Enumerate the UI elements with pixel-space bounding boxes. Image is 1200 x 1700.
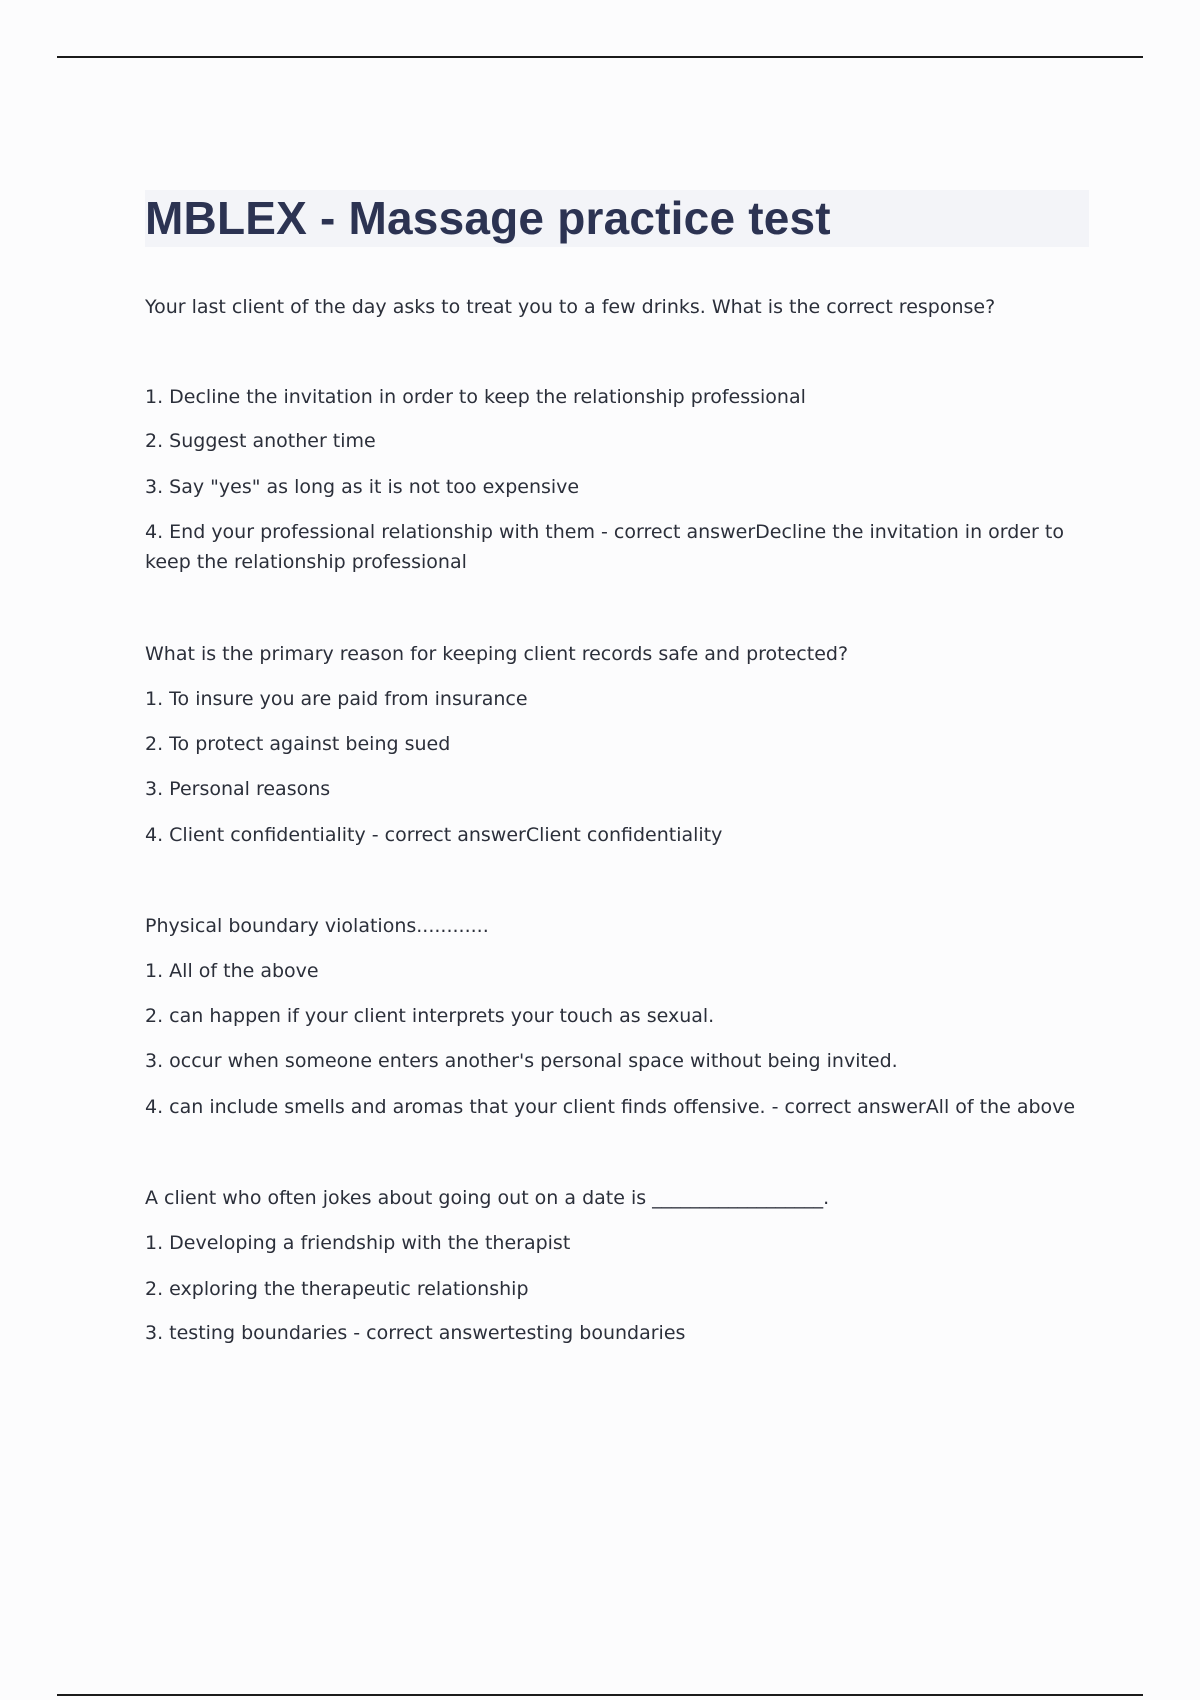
bottom-rule: [57, 1694, 1143, 1696]
answer-option: 4. End your professional relationship with them - correct answerDecline the invitation in order to keep the relationship professional: [145, 521, 1064, 573]
question-prompt: What is the primary reason for keeping client records safe and protected?: [145, 643, 849, 665]
question-prompt: Your last client of the day asks to treat you to a few drinks. What is the correct response?: [145, 296, 996, 318]
document-title: MBLEX - Massage practice test: [145, 192, 831, 244]
answer-option: 1. Developing a friendship with the therapist: [145, 1232, 571, 1254]
answer-option: 3. Say "yes" as long as it is not too expensive: [145, 476, 580, 498]
question-prompt: A client who often jokes about going out on a date is __________________.: [145, 1187, 830, 1209]
answer-option: 2. can happen if your client interprets your touch as sexual.: [145, 1005, 715, 1027]
answer-option: 3. testing boundaries - correct answertesting boundaries: [145, 1322, 686, 1344]
answer-option: 1. To insure you are paid from insurance: [145, 688, 528, 710]
answer-option: 4. Client confidentiality - correct answerClient confidentiality: [145, 824, 723, 846]
answer-option: 4. can include smells and aromas that your client finds offensive. - correct answerAll of the above: [145, 1096, 1076, 1118]
answer-option: 1. Decline the invitation in order to keep the relationship professional: [145, 386, 806, 408]
top-rule: [57, 56, 1143, 58]
answer-option: 2. exploring the therapeutic relationship: [145, 1278, 529, 1300]
answer-option: 2. To protect against being sued: [145, 733, 451, 755]
answer-option: 2. Suggest another time: [145, 430, 376, 452]
answer-option: 3. Personal reasons: [145, 778, 331, 800]
answer-option: 1. All of the above: [145, 960, 319, 982]
question-prompt: Physical boundary violations............: [145, 915, 489, 937]
answer-option: 3. occur when someone enters another's personal space without being invited.: [145, 1050, 898, 1072]
